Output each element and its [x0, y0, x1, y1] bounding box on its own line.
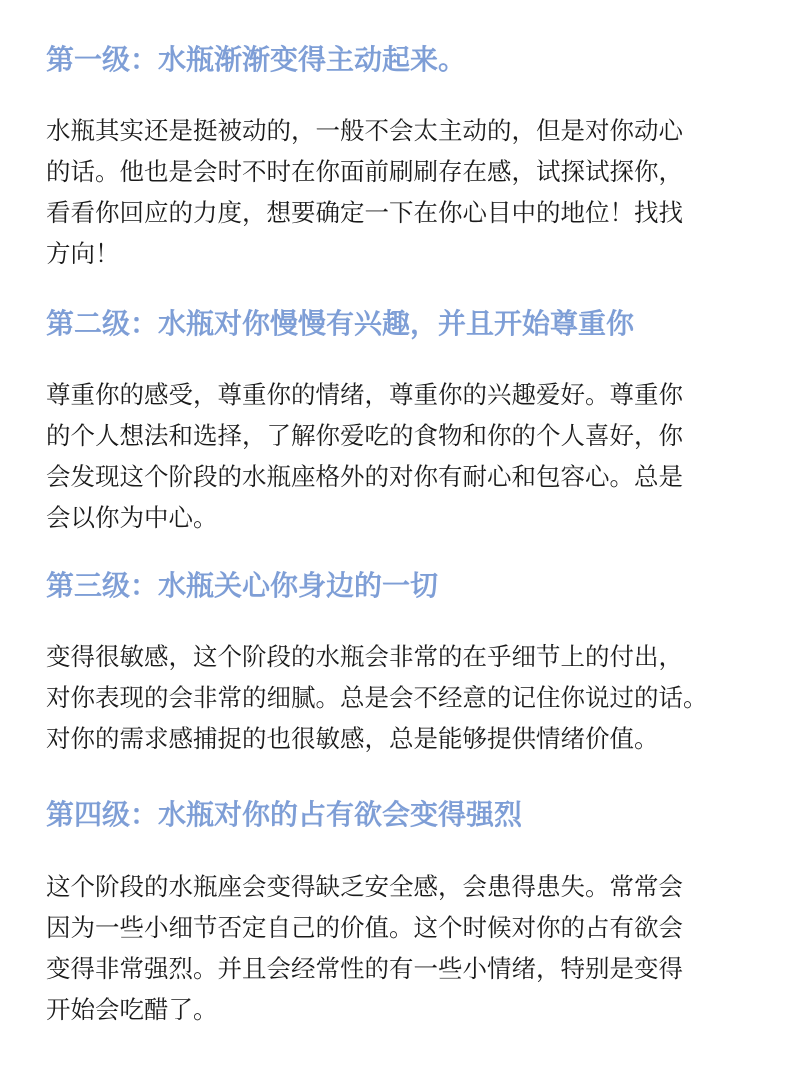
section-2-line-1: 尊重你的感受，尊重你的情绪，尊重你的兴趣爱好。尊重你	[46, 380, 683, 409]
section-4-line-2: 因为一些小细节否定自己的价值。这个时候对你的占有欲会	[46, 913, 683, 942]
section-1-line-2: 的话。他也是会时不时在你面前刷刷存在感，试探试探你，	[46, 157, 683, 186]
section-3-heading: 第三级：水瓶关心你身边的一切	[46, 569, 439, 602]
section-4-line-1: 这个阶段的水瓶座会变得缺乏安全感，会患得患失。常常会	[46, 872, 683, 901]
section-1-line-4: 方向！	[46, 239, 120, 268]
section-4-line-4: 开始会吃醋了。	[46, 995, 218, 1024]
section-2-heading: 第二级：水瓶对你慢慢有兴趣，并且开始尊重你	[46, 307, 635, 340]
section-2-line-2: 的个人想法和选择，了解你爱吃的食物和你的个人喜好，你	[46, 421, 683, 450]
section-4-line-3: 变得非常强烈。并且会经常性的有一些小情绪，特别是变得	[46, 954, 683, 983]
section-2-paragraph	[46, 374, 786, 538]
section-1-line-1: 水瓶其实还是挺被动的，一般不会太主动的，但是对你动心	[46, 116, 683, 145]
section-3-paragraph	[46, 636, 786, 759]
section-3-line-1: 变得很敏感，这个阶段的水瓶会非常的在乎细节上的付出，	[46, 642, 683, 671]
section-2-line-3: 会发现这个阶段的水瓶座格外的对你有耐心和包容心。总是	[46, 462, 683, 491]
section-1-heading: 第一级：水瓶渐渐变得主动起来。	[46, 43, 467, 76]
section-1-line-3: 看看你回应的力度，想要确定一下在你心目中的地位！找找	[46, 198, 683, 227]
section-4-heading: 第四级：水瓶对你的占有欲会变得强烈	[46, 798, 523, 831]
section-4-paragraph	[46, 866, 786, 1030]
section-2-line-4: 会以你为中心。	[46, 503, 218, 532]
section-3-line-3: 对你的需求感捕捉的也很敏感，总是能够提供情绪价值。	[46, 724, 659, 753]
section-3-line-2: 对你表现的会非常的细腻。总是会不经意的记住你说过的话。	[46, 683, 708, 712]
section-1-paragraph	[46, 110, 786, 274]
